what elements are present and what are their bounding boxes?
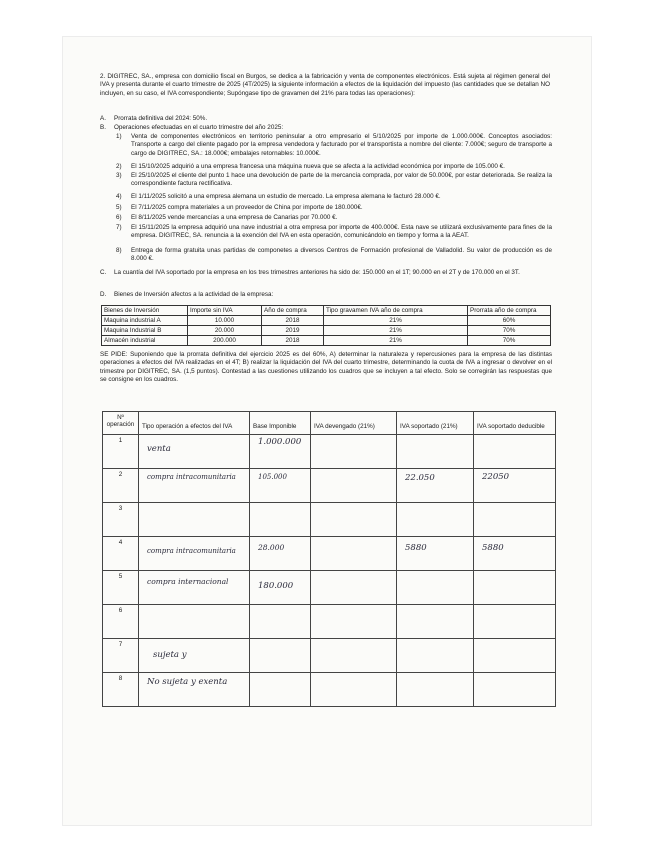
table-header-row [102,306,551,316]
handwritten-answer: venta [147,444,171,454]
operation-text: El 25/10/2025 el cliente del punto 1 hace una devolución de parte de la mercancía comprada, por valor de 50.000€, por estar deteriorada. Se realiza la correspondiente factura rectificativa. [131,172,552,188]
operation-number: 6) [116,214,122,221]
handwritten-answer [397,571,473,580]
section-a-label: A. [100,115,106,122]
table-cell: 2019 [262,326,324,336]
operation-number: 4) [116,193,122,200]
operation-number: 1) [116,133,122,140]
section-d-label: D. [100,291,107,298]
table-cell: 20.000 [188,326,262,336]
handwritten-answer: 28.000 [258,543,285,552]
column-header: Nº operación [106,414,135,428]
table-row [103,571,556,605]
column-header: Tipo gravamen IVA año de compra [324,306,468,316]
handwritten-answer: compra intracomunitaria [147,547,236,555]
operation-text: El 7/11/2025 compra materiales a un proveedor de China por importe de 180.000€. [131,204,363,211]
operation-text: Venta de componentes electrónicos en territorio peninsular a otro empresario el 5/10/2025 por importe de 1.000.000€. Conceptos asociados: Transporte a cargo del cliente pagado por la empresa vendedora y facturado por el transportista a nombre del cliente: 7.000€; seguro de transporte a cargo de DIGITREC, SA.: 18.000€; embalajes retornables: 10.000€. [131,133,552,157]
section-d-text: Bienes de Inversión afectos a la actividad de la empresa: [114,291,274,298]
table-cell: 70% [468,336,551,346]
handwritten-answer [311,469,396,478]
handwritten-answer: sujeta y [153,650,187,660]
table-row [102,336,551,346]
table-row [103,469,556,503]
row-number: 8 [103,673,139,707]
column-header: IVA devengado (21%) [314,423,375,430]
handwritten-answer [397,435,473,444]
table-cell: 21% [324,336,468,346]
column-header: Prorrata año de compra [468,306,551,316]
handwritten-answer [397,673,473,682]
column-header: Año de compra [262,306,324,316]
handwritten-answer [311,673,396,682]
row-number: 2 [103,469,139,503]
handwritten-answer [311,639,396,648]
section-b-label: B. [100,124,106,131]
handwritten-answer: 22.050 [405,473,435,483]
handwritten-answer [474,673,555,682]
handwritten-answer [311,537,396,546]
row-number: 6 [103,605,139,639]
operation-text: El 15/11/2025 la empresa adquirió una nave industrial a otra empresa por importe de 400.000€. Esta nave se utilizará exclusivamente para fines de la empresa. DIGITREC, SA. renuncia a la exención del IVA en esta operación, comunicándolo en tiempo y forma a la AEAT. [131,224,552,240]
table-cell: 200.000 [188,336,262,346]
section-b-text: Operaciones efectuadas en el cuarto trimestre del año 2025: [114,124,284,131]
handwritten-answer [250,639,310,648]
handwritten-answer: 5880 [405,543,427,553]
problem-statement: 2. DIGITREC, SA., empresa con domicilio fiscal en Burgos, se dedica a la fabricación y venta de componentes electrónicos. Está sujeta al régimen general del IVA y presenta durante el cuarto trimestre de 2025 (4T/2025) la siguiente información a efectos de la liquidación del impuesto (las cantidades que se detallan NO incluyen, en su caso, el IVA correspondiente; Supóngase tipo de gravamen del 21% para todas las operaciones): [100,73,550,97]
handwritten-answer [474,605,555,614]
handwritten-answer: 105.000 [258,473,287,481]
row-number: 5 [103,571,139,605]
table-cell: Almacén industrial [102,336,188,346]
table-row [103,537,556,571]
table-row [103,605,556,639]
handwritten-answer [311,605,396,614]
operation-item [100,133,552,161]
operation-number: 2) [116,163,122,170]
operation-number: 7) [116,224,122,231]
investment-assets-table [101,305,551,346]
handwritten-answer [474,435,555,444]
column-header: Importe sin IVA [188,306,262,316]
handwritten-answer [139,605,249,614]
handwritten-answer: 22050 [482,472,510,482]
handwritten-answer [250,605,310,614]
se-pide-instructions: SE PIDE: Suponiendo que la prorrata definitiva del ejercicio 2025 es del 60%, A) determinar la naturaleza y repercusiones para la empresa de las distintas operaciones a efectos del IVA realizadas en el 4T; B) realizar la liquidación del IVA del cuarto trimestre, determinando la cuota de IVA a ingresar o devolver en el trimestre por DIGITREC, SA. (1,5 puntos). Contestad a las cuestiones utilizando los cuadros que se incluyen a tal efecto. Solo se corregirán las respuestas que se consigne en los cuadros. [100,351,552,384]
handwritten-answer: compra intracomunitaria [147,473,236,481]
handwritten-answer [311,571,396,580]
row-number: 1 [103,435,139,469]
table-cell: 70% [468,326,551,336]
row-number: 3 [103,503,139,537]
table-header-row [103,412,556,435]
table-row [103,639,556,673]
table-cell: 2018 [262,336,324,346]
table-cell: 60% [468,316,551,326]
table-cell: 21% [324,326,468,336]
table-cell: 10.000 [188,316,262,326]
handwritten-answer [250,673,310,682]
operation-number: 3) [116,172,122,179]
table-row [103,673,556,707]
handwritten-answer: 1.000.000 [258,437,302,447]
operation-text: El 1/11/2025 solicitó a una empresa alemana un estudio de mercado. La empresa alemana le facturó 28.000 €. [131,193,441,200]
handwritten-answer: 5880 [482,543,504,553]
column-header: Bienes de Inversión [102,306,188,316]
handwritten-answer: 180.000 [258,581,294,591]
column-header: IVA soportado deducible [477,423,545,430]
table-row [103,503,556,537]
handwritten-answer: compra internacional [147,577,229,586]
column-header: Base Imponible [253,423,297,430]
answer-table [102,411,556,707]
table-row [102,316,551,326]
table-row [103,435,556,469]
table-cell: Maquina Industrial B [102,326,188,336]
section-a-text: Prorrata definitiva del 2024: 50%. [114,115,208,122]
handwritten-answer [474,571,555,580]
column-header: Tipo operación a efectos del IVA [142,423,233,430]
table-cell: 21% [324,316,468,326]
operation-text: El 8/11/2025 vende mercancías a una empresa de Canarias por 70.000 €. [131,214,338,221]
table-cell: 2018 [262,316,324,326]
table-cell: Maquina industrial A [102,316,188,326]
row-number: 7 [103,639,139,673]
handwritten-answer [250,503,310,512]
handwritten-answer [311,503,396,512]
section-c-text: La cuantía del IVA soportado por la empresa en los tres trimestres anteriores ha sido de: 150.000 en el 1T; 90.000 en el 2T y de 170.000 en el 3T. [114,269,520,276]
column-header: IVA soportado (21%) [400,423,458,430]
operation-number: 5) [116,204,122,211]
handwritten-answer [397,605,473,614]
section-c-label: C. [100,269,107,276]
row-number: 4 [103,537,139,571]
handwritten-answer [397,639,473,648]
handwritten-answer [397,503,473,512]
handwritten-answer [139,503,249,512]
operation-text: El 15/10/2025 adquirió a una empresa francesa una máquina nueva que se afecta a la actividad económica por importe de 105.000 €. [131,163,505,170]
handwritten-answer [474,503,555,512]
operation-number: 8) [116,247,122,254]
handwritten-answer: No sujeta y exenta [147,677,228,687]
table-row [102,326,551,336]
operation-text: Entrega de forma gratuita unas partidas de componetes a diversos Centros de Formación profesional de Valladolid. Su valor de producción es de 8.000 €. [131,247,552,263]
handwritten-answer [311,435,396,444]
handwritten-answer [474,639,555,648]
